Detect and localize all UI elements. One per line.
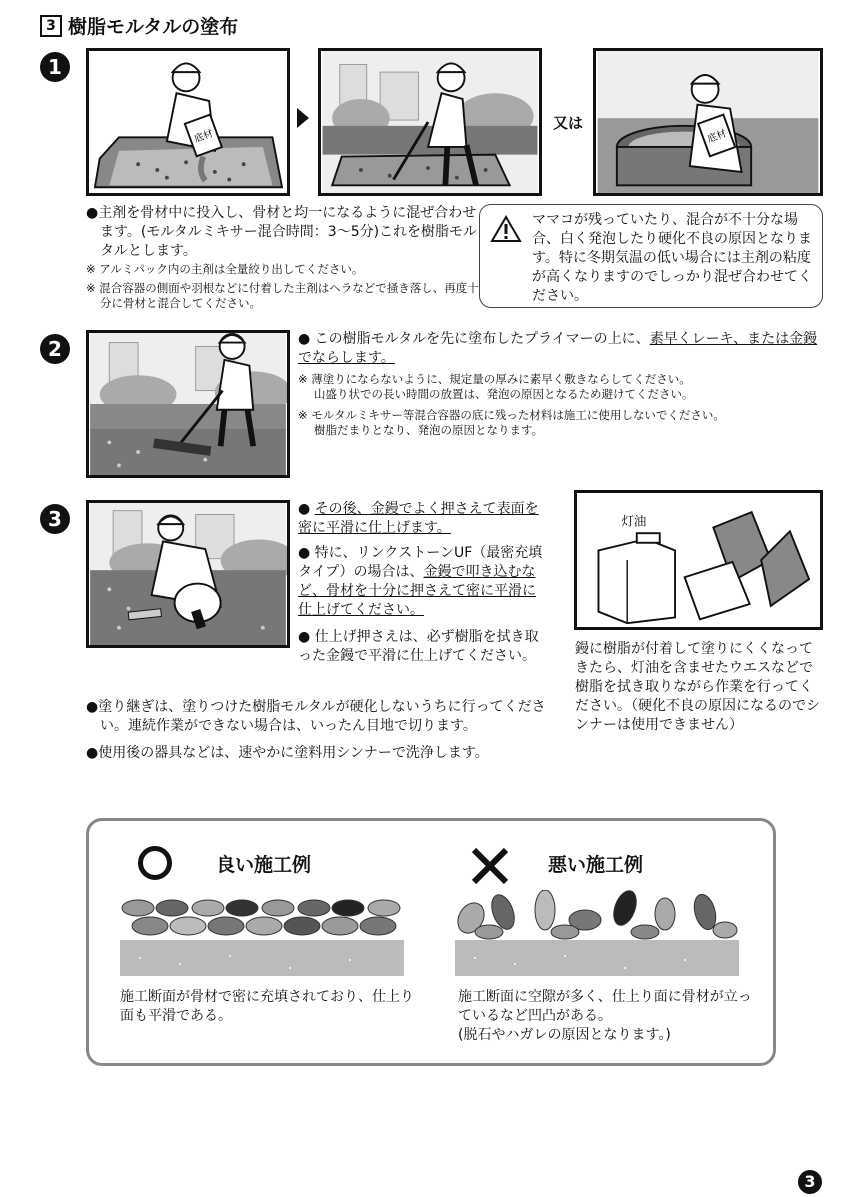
good-example-description: 施工断面が骨材で密に充填されており、仕上り面も平滑である。 — [120, 989, 414, 1024]
or-label: 又は — [553, 114, 584, 132]
bad-example-description-note: (脱石やハガレの原因となります。) — [458, 1027, 671, 1043]
kerosene-note: 鏝に樹脂が付着して塗りにくくなってきたら、灯油を含ませたウエスなどで樹脂を拭き取りながら作業を行ってください。（硬化不良の原因になるのでシンナーは使用できません） — [575, 641, 820, 733]
step-2-note-2b: 樹脂だまりとなり、発泡の原因となります。 — [314, 423, 544, 437]
svg-text:底材: 底材 — [706, 128, 728, 146]
bad-example-cross-section — [455, 890, 739, 976]
arrow-right-icon — [297, 108, 309, 128]
step-3-bullet-1 — [298, 500, 544, 538]
step-2-instruction — [298, 330, 823, 368]
section-number: 3 — [40, 15, 62, 37]
svg-text:底材: 底材 — [192, 128, 215, 146]
step-1-note-2: ※ 混合容器の側面や羽根などに付着した主剤はヘラなどで掻き落し、再度十分に骨材と混合してください。 — [86, 281, 479, 310]
step-1-badge: 1 — [40, 52, 70, 82]
illustration-mortar-mixer — [593, 48, 823, 196]
illustration-trowel-finish — [86, 500, 290, 648]
section-title — [40, 12, 238, 39]
step-2-note-2 — [298, 408, 823, 438]
bullet-dot: ● — [298, 629, 315, 645]
step-2-note-1a: ※ 薄塗りにならないように、規定量の厚みに素早く敷きならしてください。 — [298, 372, 691, 386]
warning-text: ママコが残っていたり、混合が不十分な場合、白く発泡したり硬化不良の原因となります。特に冬期気温の低い場合には主剤の粘度が高くなりますのでしっかり混ぜ合わせてください。 — [532, 212, 812, 304]
bad-cross-icon — [470, 846, 510, 886]
kerosene-label: 灯油 — [621, 514, 647, 529]
joint-note: ●塗り継ぎは、塗りつけた樹脂モルタルが硬化しないうちに行ってください。連続作業ができない場合は、いったん目地で切ります。 — [86, 699, 546, 734]
section-title-text: 樹脂モルタルの塗布 — [68, 16, 239, 38]
page-number: 3 — [798, 1170, 822, 1194]
good-example-title: 良い施工例 — [216, 854, 312, 876]
illustration-rake-spreading — [86, 330, 290, 478]
step-3-badge: 3 — [40, 504, 70, 534]
illustration-pour-resin — [86, 48, 290, 196]
step-3-bullet-2 — [298, 544, 544, 620]
step-2-note-1 — [298, 372, 823, 402]
step-1-note-1: ※ アルミパック内の主剤は全量絞り出してください。 — [86, 262, 364, 276]
step-3-bullet-2-text: 特に、リンクストーンUF（最密充填タイプ）の場合は、 — [298, 545, 543, 580]
bad-example-description-main: 施工断面に空隙が多く、仕上り面に骨材が立っているなど凹凸がある。 — [458, 989, 752, 1024]
step-1-instruction: ●主剤を骨材中に投入し、骨材と均一になるように混ぜ合わせます。(モルタルミキサー混合時間：3～5分)これを樹脂モルタルとします。 — [86, 205, 478, 259]
warning-triangle-icon — [490, 215, 522, 243]
step-3-bullet-1-text: その後、金鏝でよく押さえて表面を密に平滑に仕上げます。 — [298, 501, 539, 536]
step-2-note-2a: ※ モルタルミキサー等混合容器の底に残った材料は施工に使用しないでください。 — [298, 408, 725, 422]
warning-box — [479, 204, 823, 308]
step-2-instruction-underlined: 素早くレーキ、または金鏝でならします。 — [298, 331, 818, 366]
step-2-instruction-text: ● この樹脂モルタルを先に塗布したプライマーの上に、 — [298, 331, 650, 347]
bad-example-title: 悪い施工例 — [548, 854, 644, 876]
step-2-note-1b: 山盛り状での長い時間の放置は、発泡の原因となるため避けてください。 — [314, 387, 694, 401]
illustration-kerosene-wipe — [574, 490, 823, 630]
illustration-mix-aggregate — [318, 48, 542, 196]
bullet-dot: ● — [298, 545, 315, 561]
bullet-dot: ● — [298, 501, 315, 517]
cleaning-note: ●使用後の器具などは、速やかに塗料用シンナーで洗浄します。 — [86, 745, 489, 761]
good-circle-icon — [138, 846, 172, 880]
bad-example-description — [458, 988, 758, 1045]
good-example-cross-section — [120, 890, 404, 976]
step-2-badge: 2 — [40, 334, 70, 364]
step-3-bullet-2-underlined: 金鏝で叩き込むなど、骨材を十分に押さえて密に平滑に仕上げてください。 — [298, 564, 536, 618]
step-3-bullet-3 — [298, 628, 544, 666]
step-3-bullet-3-text: 仕上げ押さえは、必ず樹脂を拭き取った金鏝で平滑に仕上げてください。 — [298, 629, 539, 664]
